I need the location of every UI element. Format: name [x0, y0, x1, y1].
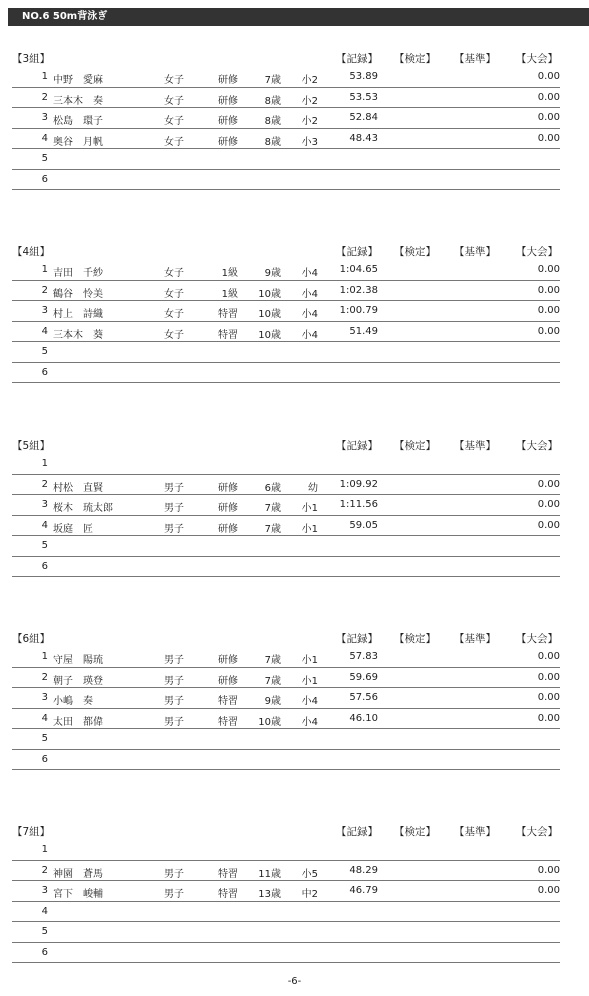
heat-group-header	[12, 49, 560, 67]
swimmer-name: 朝子 瑛登	[53, 675, 103, 687]
record-column-header: 【記録】	[336, 633, 378, 645]
lane-number: 2	[41, 91, 48, 103]
swimmer-class: 研修	[218, 95, 238, 107]
table-row	[12, 108, 560, 129]
swimmer-name: 坂庭 匠	[53, 523, 93, 535]
record-column-header: 【記録】	[336, 440, 378, 452]
swimmer-name: 吉田 千紗	[53, 268, 103, 279]
swimmer-sex: 女子	[164, 136, 184, 148]
school-grade: 小4	[301, 716, 318, 728]
competition-time: 0.00	[537, 651, 560, 662]
swimmer-age: 6歳	[264, 482, 281, 494]
swimmer-class: 特習	[218, 329, 238, 341]
record-time: 1:02.38	[339, 284, 378, 296]
table-row	[12, 688, 560, 709]
table-row	[12, 88, 560, 109]
swimmer-name: 宮下 峻輔	[53, 889, 103, 900]
school-grade: 小1	[301, 655, 318, 666]
table-row	[12, 149, 560, 170]
heat-group	[12, 49, 560, 190]
table-row	[12, 922, 560, 943]
swimmer-sex: 男子	[164, 696, 184, 707]
standard-column-header: 【基準】	[454, 633, 496, 645]
lane-number: 2	[41, 284, 48, 296]
school-grade: 小5	[301, 868, 318, 880]
swimmer-class: 研修	[218, 503, 238, 514]
swimmer-age: 13歳	[258, 889, 281, 900]
swimmer-class: 研修	[218, 482, 238, 494]
lane-number: 1	[41, 264, 48, 275]
check-column-header: 【検定】	[394, 440, 436, 452]
swimmer-age: 10歳	[258, 716, 281, 728]
swimmer-class: 研修	[218, 116, 238, 127]
record-time: 51.49	[349, 325, 378, 337]
swimmer-age: 8歳	[264, 116, 281, 127]
swimmer-sex: 男子	[164, 868, 184, 880]
standard-column-header: 【基準】	[454, 826, 496, 838]
table-row	[12, 536, 560, 557]
swimmer-sex: 女子	[164, 309, 184, 320]
swimmer-name: 小嶋 奏	[53, 696, 93, 707]
heat-group-header	[12, 436, 560, 454]
table-row	[12, 861, 560, 882]
lane-number: 3	[41, 692, 48, 703]
school-grade: 小4	[301, 329, 318, 341]
swimmer-name: 三本木 奏	[53, 95, 103, 107]
standard-column-header: 【基準】	[454, 53, 496, 65]
table-row	[12, 67, 560, 88]
standard-column-header: 【基準】	[454, 440, 496, 452]
swimmer-name: 村上 詩織	[53, 309, 103, 320]
competition-column-header: 【大会】	[516, 826, 558, 838]
record-time: 48.43	[349, 132, 378, 144]
competition-time: 0.00	[537, 71, 560, 82]
heat-label: 【5組】	[12, 440, 51, 452]
table-row	[12, 260, 560, 281]
lane-number: 1	[41, 651, 48, 662]
lane-number: 2	[41, 478, 48, 490]
table-row	[12, 668, 560, 689]
swimmer-sex: 女子	[164, 116, 184, 127]
page-number: -6-	[287, 976, 302, 987]
swimmer-sex: 男子	[164, 482, 184, 494]
table-row	[12, 647, 560, 668]
lane-number: 4	[41, 712, 48, 724]
lane-number: 6	[41, 753, 48, 765]
lane-number: 6	[41, 560, 48, 572]
school-grade: 中2	[301, 889, 318, 900]
record-time: 1:09.92	[339, 478, 378, 490]
standard-column-header: 【基準】	[454, 246, 496, 258]
swimmer-name: 中野 愛麻	[53, 75, 103, 86]
swimmer-sex: 女子	[164, 95, 184, 107]
record-time: 57.83	[349, 651, 378, 662]
lane-number: 3	[41, 112, 48, 123]
swimmer-class: 特習	[218, 696, 238, 707]
swimmer-name: 鶴谷 怜美	[53, 288, 103, 300]
school-grade: 幼	[308, 482, 318, 494]
swimmer-sex: 男子	[164, 889, 184, 900]
lane-number: 1	[41, 71, 48, 82]
swimmer-age: 7歳	[264, 75, 281, 86]
competition-column-header: 【大会】	[516, 53, 558, 65]
lane-number: 1	[41, 844, 48, 855]
table-row	[12, 322, 560, 343]
swimmer-class: 1級	[221, 268, 238, 279]
heat-group-header	[12, 822, 560, 840]
school-grade: 小4	[301, 696, 318, 707]
table-row	[12, 840, 560, 861]
lane-number: 1	[41, 458, 48, 469]
record-time: 48.29	[349, 864, 378, 876]
table-row	[12, 495, 560, 516]
swimmer-class: 特習	[218, 868, 238, 880]
lane-number: 6	[41, 366, 48, 378]
heat-label: 【4組】	[12, 246, 51, 258]
table-row	[12, 281, 560, 302]
check-column-header: 【検定】	[394, 246, 436, 258]
school-grade: 小4	[301, 309, 318, 320]
table-row	[12, 516, 560, 537]
school-grade: 小1	[301, 503, 318, 514]
table-row	[12, 129, 560, 150]
heat-group-header	[12, 629, 560, 647]
record-column-header: 【記録】	[336, 246, 378, 258]
check-column-header: 【検定】	[394, 633, 436, 645]
swimmer-class: 研修	[218, 75, 238, 86]
swimmer-age: 8歳	[264, 95, 281, 107]
swimmer-age: 10歳	[258, 309, 281, 320]
school-grade: 小2	[301, 75, 318, 86]
competition-time: 0.00	[537, 499, 560, 510]
competition-time: 0.00	[537, 692, 560, 703]
record-time: 53.53	[349, 91, 378, 103]
table-row	[12, 750, 560, 771]
swimmer-sex: 男子	[164, 675, 184, 687]
heat-group-header	[12, 242, 560, 260]
table-row	[12, 902, 560, 923]
lane-number: 3	[41, 305, 48, 316]
lane-number: 5	[41, 540, 48, 551]
lane-number: 5	[41, 926, 48, 937]
lane-number: 3	[41, 885, 48, 896]
swimmer-name: 奥谷 月帆	[53, 136, 103, 148]
swimmer-class: 1級	[221, 288, 238, 300]
competition-time: 0.00	[537, 284, 560, 296]
school-grade: 小4	[301, 288, 318, 300]
swimmer-age: 7歳	[264, 655, 281, 666]
lane-number: 6	[41, 173, 48, 185]
swimmer-sex: 男子	[164, 523, 184, 535]
school-grade: 小2	[301, 116, 318, 127]
competition-time: 0.00	[537, 885, 560, 896]
school-grade: 小1	[301, 523, 318, 535]
record-time: 57.56	[349, 692, 378, 703]
lane-number: 3	[41, 499, 48, 510]
heat-group	[12, 629, 560, 770]
swimmer-sex: 女子	[164, 268, 184, 279]
lane-number: 6	[41, 946, 48, 958]
school-grade: 小3	[301, 136, 318, 148]
lane-number: 4	[41, 519, 48, 531]
swimmer-class: 研修	[218, 523, 238, 535]
school-grade: 小4	[301, 268, 318, 279]
competition-time: 0.00	[537, 264, 560, 275]
competition-column-header: 【大会】	[516, 246, 558, 258]
swimmer-age: 7歳	[264, 523, 281, 535]
record-time: 46.10	[349, 712, 378, 724]
swimmer-class: 特習	[218, 309, 238, 320]
lane-number: 4	[41, 325, 48, 337]
lane-number: 4	[41, 132, 48, 144]
table-row	[12, 301, 560, 322]
record-time: 52.84	[349, 112, 378, 123]
record-column-header: 【記録】	[336, 826, 378, 838]
table-row	[12, 363, 560, 384]
swimmer-sex: 男子	[164, 503, 184, 514]
record-time: 1:04.65	[339, 264, 378, 275]
record-time: 59.69	[349, 671, 378, 683]
swimmer-name: 松島 環子	[53, 116, 103, 127]
swimmer-age: 7歳	[264, 675, 281, 687]
record-time: 59.05	[349, 519, 378, 531]
heat-group	[12, 436, 560, 577]
swimmer-age: 7歳	[264, 503, 281, 514]
swimmer-age: 9歳	[264, 268, 281, 279]
swimmer-class: 研修	[218, 136, 238, 148]
competition-time: 0.00	[537, 325, 560, 337]
table-row	[12, 170, 560, 191]
record-time: 46.79	[349, 885, 378, 896]
swimmer-age: 9歳	[264, 696, 281, 707]
swimmer-name: 太田 都偉	[53, 716, 103, 728]
swimmer-class: 特習	[218, 889, 238, 900]
swimmer-name: 神園 蒼馬	[53, 868, 103, 880]
swimmer-class: 特習	[218, 716, 238, 728]
heat-label: 【3組】	[12, 53, 51, 65]
lane-number: 2	[41, 864, 48, 876]
competition-time: 0.00	[537, 305, 560, 316]
swimmer-name: 三本木 葵	[53, 329, 103, 341]
table-row	[12, 729, 560, 750]
swimmer-age: 8歳	[264, 136, 281, 148]
school-grade: 小1	[301, 675, 318, 687]
swimmer-sex: 女子	[164, 329, 184, 341]
competition-time: 0.00	[537, 712, 560, 724]
swimmer-name: 守屋 陽琉	[53, 655, 103, 666]
page-title-bar	[8, 8, 589, 26]
swimmer-sex: 女子	[164, 75, 184, 86]
competition-time: 0.00	[537, 91, 560, 103]
table-row	[12, 342, 560, 363]
competition-time: 0.00	[537, 132, 560, 144]
lane-number: 5	[41, 346, 48, 357]
heat-label: 【7組】	[12, 826, 51, 838]
table-row	[12, 709, 560, 730]
table-row	[12, 881, 560, 902]
record-time: 1:11.56	[339, 499, 378, 510]
heat-group	[12, 822, 560, 963]
swimmer-age: 10歳	[258, 288, 281, 300]
competition-time: 0.00	[537, 671, 560, 683]
table-row	[12, 943, 560, 964]
swimmer-name: 桜木 琉太郎	[53, 503, 113, 514]
table-row	[12, 475, 560, 496]
check-column-header: 【検定】	[394, 826, 436, 838]
competition-column-header: 【大会】	[516, 633, 558, 645]
swimmer-age: 10歳	[258, 329, 281, 341]
school-grade: 小2	[301, 95, 318, 107]
heat-group	[12, 242, 560, 383]
page-title: NO.6 50m背泳ぎ	[22, 11, 108, 22]
lane-number: 4	[41, 905, 48, 917]
heat-label: 【6組】	[12, 633, 51, 645]
record-time: 53.89	[349, 71, 378, 82]
record-column-header: 【記録】	[336, 53, 378, 65]
lane-number: 5	[41, 733, 48, 744]
competition-time: 0.00	[537, 478, 560, 490]
table-row	[12, 557, 560, 578]
lane-number: 5	[41, 153, 48, 164]
check-column-header: 【検定】	[394, 53, 436, 65]
swimmer-sex: 男子	[164, 655, 184, 666]
competition-time: 0.00	[537, 112, 560, 123]
swimmer-sex: 男子	[164, 716, 184, 728]
record-time: 1:00.79	[339, 305, 378, 316]
competition-time: 0.00	[537, 519, 560, 531]
swimmer-name: 村松 直賢	[53, 482, 103, 494]
swimmer-age: 11歳	[258, 868, 281, 880]
swimmer-sex: 女子	[164, 288, 184, 300]
swimmer-class: 研修	[218, 655, 238, 666]
competition-time: 0.00	[537, 864, 560, 876]
swimmer-class: 研修	[218, 675, 238, 687]
lane-number: 2	[41, 671, 48, 683]
competition-column-header: 【大会】	[516, 440, 558, 452]
table-row	[12, 454, 560, 475]
